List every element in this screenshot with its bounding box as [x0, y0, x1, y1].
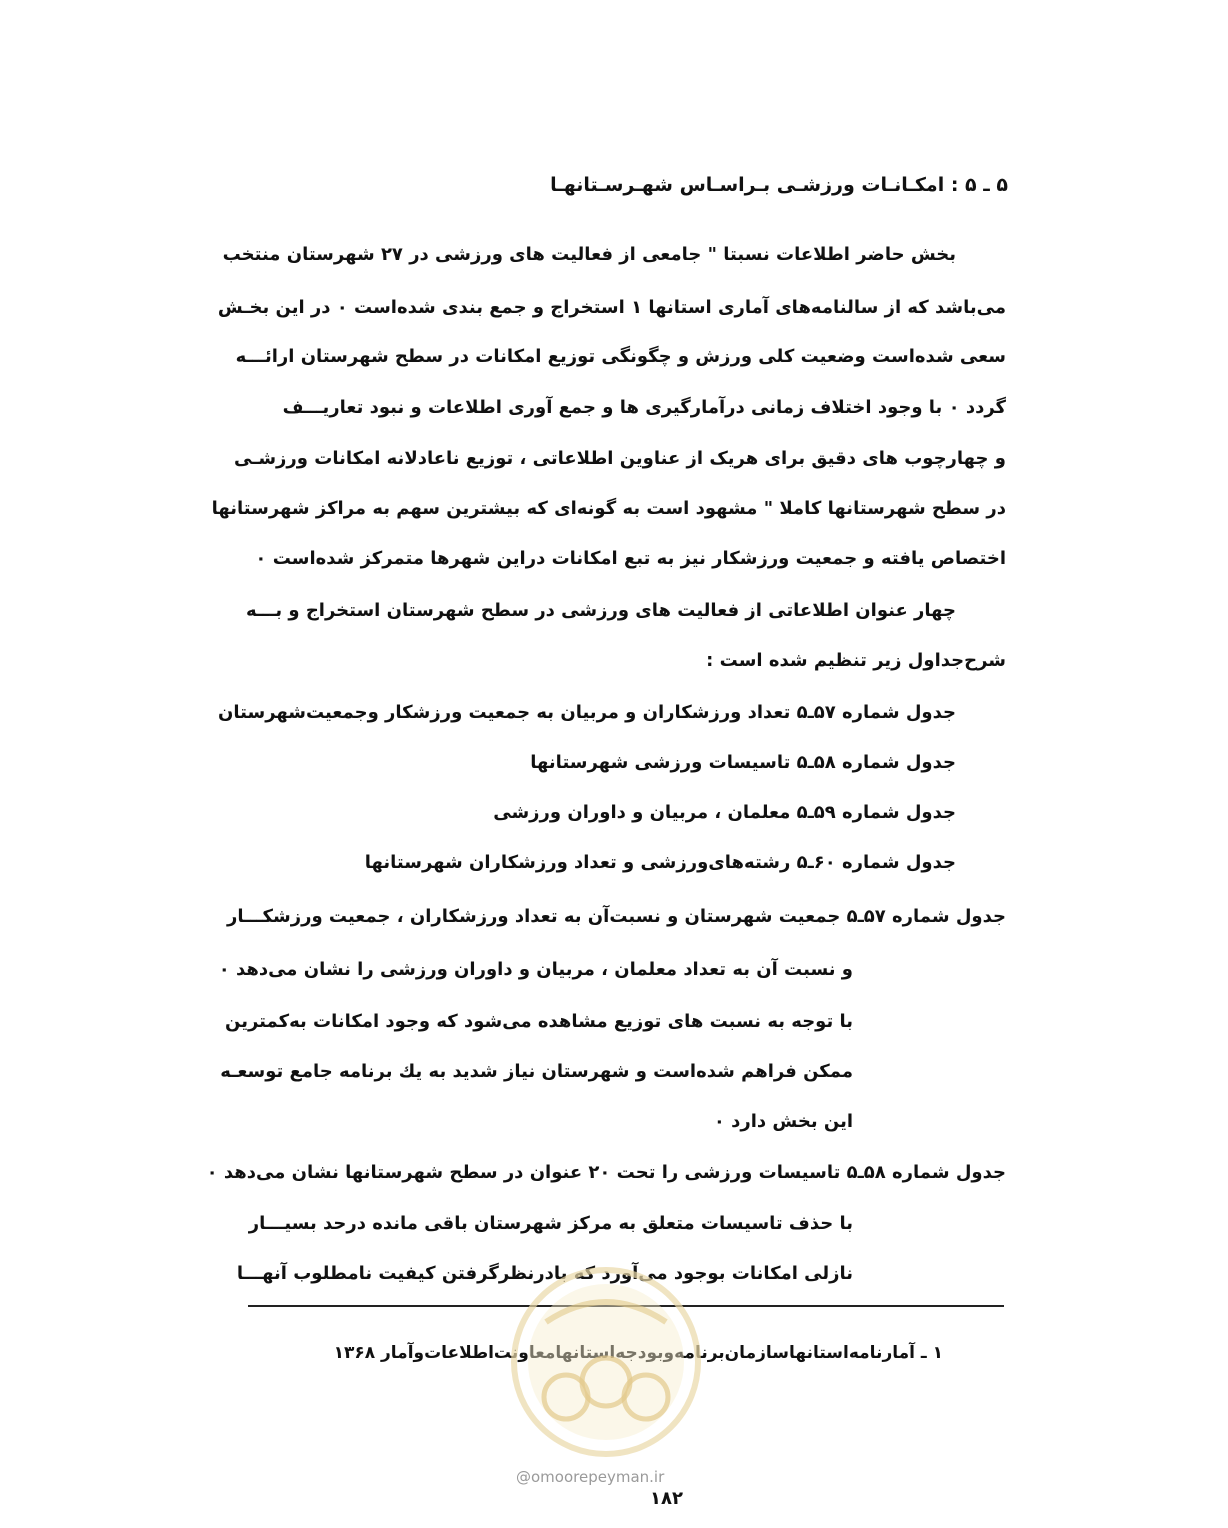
footnote: ۱ ـ آمارنامه‌استانها‌سازمان‌برنامه‌وبودجه‌استانها‌معاونت‌اطلاعات‌وآمار ۱۳۶۸	[333, 1343, 943, 1363]
paragraph-line: چهار عنوان اطلاعاتی از فعالیت های ورزشی در سطح شهرستان استخراج و بـــه	[245, 600, 956, 621]
paragraph-line: جدول شماره ۵۷ـ۵ جمعیت شهرستان و نسبت‌آن به تعداد ورزشکاران ، جمعیت ورزشکـــار	[226, 906, 1006, 927]
table-reference-line: جدول شماره ۵۸ـ۵ تاسیسات ورزشی شهرستانها	[530, 752, 956, 773]
paragraph-line: این بخش دارد ۰	[713, 1111, 853, 1132]
paragraph-line: اختصاص یافته و جمعیت ورزشکار نیز به تبع امکانات دراین شهرها متمرکز شده‌است ۰	[255, 548, 1006, 569]
section-heading: ۵ ـ ۵ : امکـانـات ورزشـی بـراسـاس شهـرسـتانهـا	[550, 174, 1008, 196]
table-reference-line: جدول شماره ۵۷ـ۵ تعداد ورزشکاران و مربیان به جمعیت ورزشکار وجمعیت‌شهرستان	[218, 702, 956, 723]
paragraph-line: جدول شماره ۵۸ـ۵ تاسیسات ورزشی را تحت ۲۰ عنوان در سطح شهرستانها نشان می‌دهد ۰	[206, 1162, 1006, 1183]
page-number: ۱۸۲	[650, 1488, 683, 1509]
watermark-seal-icon	[506, 1262, 706, 1472]
paragraph-line: می‌باشد که از سالنامه‌های آماری استانها ۱ استخراج و جمع بندی شده‌است ۰ در این بخـش	[217, 297, 1006, 318]
paragraph-line: با حذف تاسیسات متعلق به مرکز شهرستان باقی مانده درحد بسیـــار	[248, 1213, 853, 1234]
paragraph-line: سعی شده‌است وضعیت کلی ورزش و چگونگی توزیع امکانات در سطح شهرستان ارائـــه	[235, 346, 1006, 367]
paragraph-line: و چهارچوب های دقیق برای هریک از عناوین اطلاعاتی ، توزیع ناعادلانه امکانات ورزشـی	[233, 448, 1006, 469]
watermark-text: @omoorepeyman.ir	[516, 1468, 665, 1486]
paragraph-line: بخش حاضر اطلاعات نسبتا " جامعی از فعالیت های ورزشی در ۲۷ شهرستان منتخب	[222, 244, 956, 265]
paragraph-line: با توجه به نسبت های توزیع مشاهده می‌شود که وجود امکانات به‌کمترین	[225, 1011, 853, 1032]
paragraph-line: و نسبت آن به تعداد معلمان ، مربیان و داوران ورزشی را نشان می‌دهد ۰	[218, 959, 853, 980]
paragraph-line: ممکن فراهم شده‌است و شهرستان نیاز شدید به یك برنامه جامع توسعـه	[220, 1061, 853, 1082]
table-reference-line: جدول شماره ۵۹ـ۵ معلمان ، مربیان و داوران ورزشی	[493, 802, 956, 823]
paragraph-line: در سطح شهرستانها کاملا " مشهود است به گونه‌ای که بیشترین سهم به مراکز شهرستانها	[211, 498, 1006, 519]
paragraph-line: شرح‌جداول زیر تنظیم شده است :	[706, 650, 1006, 671]
table-reference-line: جدول شماره ۶۰ـ۵ رشته‌های‌ورزشی و تعداد ورزشکاران شهرستانها	[364, 852, 956, 873]
paragraph-line: نازلی امکانات بوجود می‌آورد که بادرنظرگرفتن کیفیت نامطلوب آنهـــا	[236, 1263, 853, 1284]
paragraph-line: گردد ۰ با وجود اختلاف زمانی درآمارگیری ها و جمع آوری اطلاعات و نبود تعاریـــف	[282, 397, 1006, 418]
